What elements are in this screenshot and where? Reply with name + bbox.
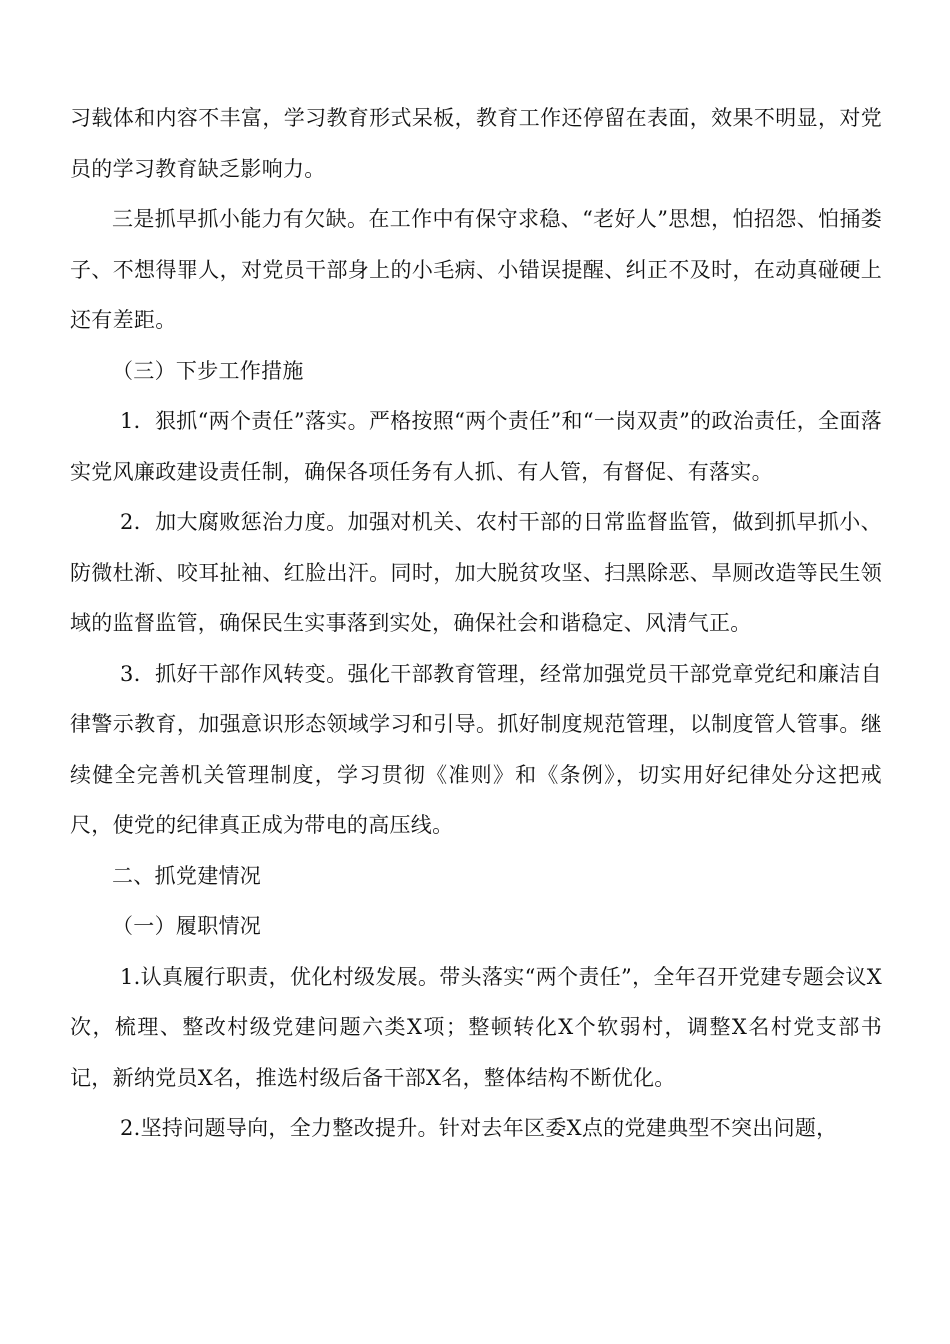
paragraph-measure-2: 2．加大腐败惩治力度。加强对机关、农村干部的日常监督监管，做到抓早抓小、防微杜渐、咬耳扯袖、红脸出汗。同时，加大脱贫攻坚、扫黑除恶、旱厕改造等民生领域的监督监管，确保民生实事落到实处，确保社会和谐稳定、风清气正。 (70, 510, 882, 635)
paragraph-duty-2: 2.坚持问题导向，全力整改提升。针对去年区委X点的党建典型不突出问题， (120, 1116, 838, 1140)
document-page (70, 93, 882, 1154)
section-heading-duty-performance: （一）履职情况 (112, 914, 262, 938)
paragraph-point-three: 三是抓早抓小能力有欠缺。在工作中有保守求稳、“老好人”思想，怕招怨、怕捅娄子、不想得罪人，对党员干部身上的小毛病、小错误提醒、纠正不及时，在动真碰硬上还有差距。 (70, 207, 882, 332)
paragraph-measure-1: 1．狠抓“两个责任”落实。严格按照“两个责任”和“一岗双责”的政治责任，全面落实党风廉政建设责任制，确保各项任务有人抓、有人管，有督促、有落实。 (70, 409, 882, 484)
paragraph-duty-1: 1.认真履行职责，优化村级发展。带头落实“两个责任”，全年召开党建专题会议X次，梳理、整改村级党建问题六类X项；整顿转化X个软弱村，调整X名村党支部书记，新纳党员X名，推选村级后备干部X名，整体结构不断优化。 (70, 964, 882, 1090)
section-heading-next-steps: （三）下步工作措施 (112, 358, 304, 383)
paragraph-measure-3: 3．抓好干部作风转变。强化干部教育管理，经常加强党员干部党章党纪和廉洁自律警示教育，加强意识形态领域学习和引导。抓好制度规范管理，以制度管人管事。继续健全完善机关管理制度，学习贯彻《准则》和《条例》，切实用好纪律处分这把戒尺，使党的纪律真正成为带电的高压线。 (70, 661, 882, 837)
section-heading-party-building: 二、抓党建情况 (112, 863, 262, 888)
paragraph-continuation: 习载体和内容不丰富，学习教育形式呆板，教育工作还停留在表面，效果不明显，对党员的学习教育缺乏影响力。 (70, 106, 882, 181)
